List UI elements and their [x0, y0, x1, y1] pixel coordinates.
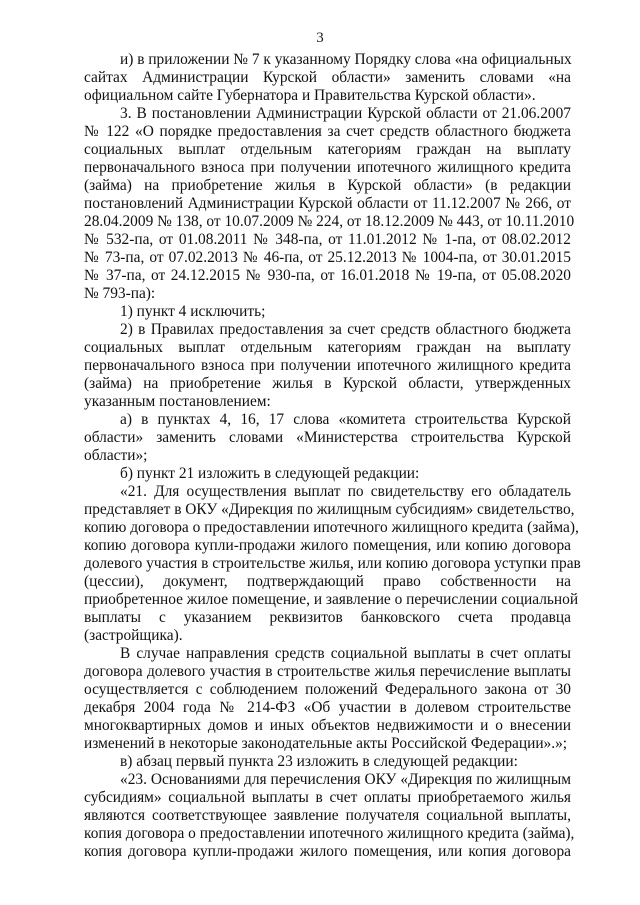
text-line: первоначального взноса при получении ипотечного жилищного кредита: [84, 357, 571, 374]
text-line: копия договора о предоставлении ипотечного жилищного кредита (займа),: [84, 825, 575, 842]
text-line: являются соответствующее заявление получателя социальной выплаты,: [84, 807, 571, 824]
text-line: копию договора о предоставлении ипотечного жилищного кредита (займа),: [84, 519, 579, 536]
text-line: «21. Для осуществления выплат по свидетельству его обладатель: [120, 483, 571, 500]
text-line: осуществляется с соблюдением положений Федерального закона от 30: [84, 681, 571, 698]
text-line: представляет в ОКУ «Дирекция по жилищным субсидиям» свидетельство,: [84, 501, 575, 518]
text-line: копию договора купли-продажи жилого помещения, или копию договора: [84, 537, 571, 554]
text-line: (займа) на приобретение жилья в Курской области, утвержденных: [84, 375, 571, 392]
text-line: (застройщика).: [84, 627, 183, 644]
text-line: многоквартирных домов и иных объектов недвижимости и о внесении: [84, 717, 571, 734]
text-line: копия договора купли-продажи жилого помещения, или копия договора: [84, 843, 571, 860]
text-line: субсидиям» социальной выплаты в счет оплаты приобретаемого жилья: [84, 789, 571, 806]
text-line: выплаты с указанием реквизитов банковского счета продавца: [84, 609, 571, 626]
text-line: № 793-па):: [84, 285, 156, 302]
text-line: 28.04.2009 № 138, от 10.07.2009 № 224, от 18.12.2009 № 443, от 10.11.2010: [84, 213, 575, 230]
text-line: № 122 «О порядке предоставления за счет средств областного бюджета: [84, 123, 571, 140]
text-line: сайтах Администрации Курской области» заменить словами «на: [84, 69, 571, 86]
text-line: декабря 2004 года № 214-ФЗ «Об участии в долевом строительстве: [84, 699, 571, 716]
page-number: 3: [316, 30, 324, 46]
text-line: первоначального взноса при получении ипотечного жилищного кредита: [84, 159, 571, 176]
text-line: В случае направления средств социальной выплаты в счет оплаты: [120, 645, 571, 662]
text-line: № 37-па, от 24.12.2015 № 930-па, от 16.01.2018 № 19-па, от 05.08.2020: [84, 267, 571, 284]
text-line: постановлений Администрации Курской области от 11.12.2007 № 266, от: [84, 195, 571, 212]
text-line: б) пункт 21 изложить в следующей редакции:: [120, 465, 420, 482]
text-line: 2) в Правилах предоставления за счет средств областного бюджета: [120, 321, 571, 338]
text-line: социальных выплат отдельным категориям граждан на выплату: [84, 339, 571, 356]
text-line: 3. В постановлении Администрации Курской области от 21.06.2007: [120, 105, 571, 122]
text-line: социальных выплат отдельным категориям граждан на выплату: [84, 141, 571, 158]
text-line: № 532-па, от 01.08.2011 № 348-па, от 11.01.2012 № 1-па, от 08.02.2012: [84, 231, 571, 248]
text-line: изменений в некоторые законодательные акты Российской Федерации».»;: [84, 735, 568, 752]
text-line: области»;: [84, 447, 148, 464]
text-line: официальном сайте Губернатора и Правительства Курской области».: [84, 87, 536, 104]
text-line: области» заменить словами «Министерства строительства Курской: [84, 429, 571, 446]
text-line: № 73-па, от 07.02.2013 № 46-па, от 25.12.2013 № 1004-па, от 30.01.2015: [84, 249, 571, 266]
text-line: «23. Основаниями для перечисления ОКУ «Дирекция по жилищным: [120, 771, 571, 788]
text-line: приобретенное жилое помещение, и заявление о перечислении социальной: [84, 591, 579, 608]
text-line: указанным постановлением:: [84, 393, 271, 410]
text-line: в) абзац первый пункта 23 изложить в следующей редакции:: [120, 753, 518, 770]
text-line: договора долевого участия в строительстве жилья перечисление выплаты: [84, 663, 571, 680]
text-line: долевого участия в строительстве жилья, или копию договора уступки прав: [84, 555, 581, 572]
text-line: 1) пункт 4 исключить;: [120, 303, 266, 320]
text-line: а) в пунктах 4, 16, 17 слова «комитета строительства Курской: [120, 411, 571, 428]
text-line: (займа) на приобретение жилья в Курской области» (в редакции: [84, 177, 571, 194]
text-line: (цессии), документ, подтверждающий право собственности на: [84, 573, 571, 590]
text-line: и) в приложении № 7 к указанному Порядку слова «на официальных: [120, 51, 572, 68]
